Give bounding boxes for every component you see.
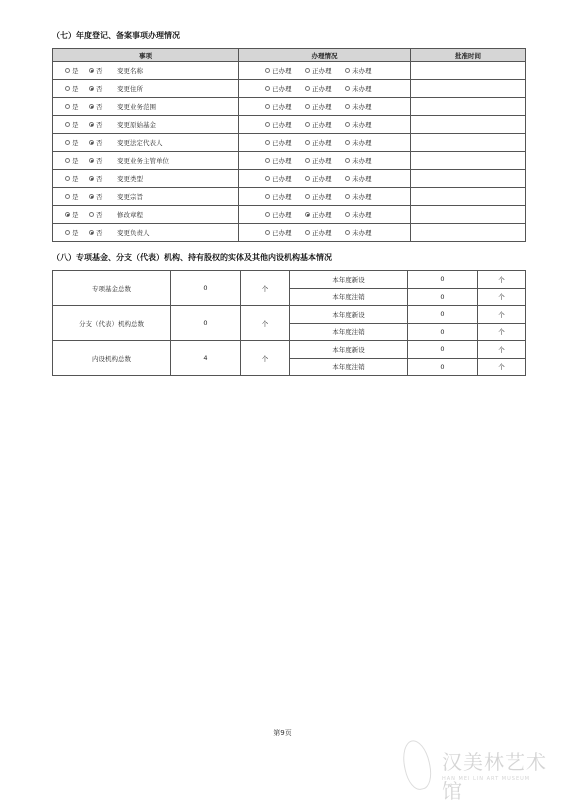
approval-time-cell [411, 62, 526, 80]
no-label: 否 [96, 175, 103, 184]
registration-row [53, 188, 526, 206]
status-label: 未办理 [352, 157, 372, 165]
status-label: 已办理 [272, 211, 292, 219]
watermark-logo: 汉美林艺术馆 HAN MEI LIN ART MUSEUM [404, 738, 558, 794]
no-label: 否 [96, 121, 103, 130]
institution-table [52, 270, 526, 376]
unit-label: 个 [478, 288, 526, 306]
status-cell [239, 134, 411, 152]
status-cell [239, 80, 411, 98]
group-total: 4 [171, 341, 241, 376]
registration-item-cell [53, 98, 239, 116]
registration-item-cell [53, 224, 239, 242]
subrow-value: 0 [408, 358, 478, 376]
no-radio[interactable] [89, 230, 94, 235]
status-radio[interactable] [265, 86, 270, 91]
registration-row [53, 98, 526, 116]
status-radio[interactable] [345, 230, 350, 235]
unit-label: 个 [478, 323, 526, 341]
status-cell [239, 224, 411, 242]
unit-label: 个 [478, 341, 526, 359]
item-label: 变更法定代表人 [117, 138, 163, 147]
unit-label: 个 [241, 341, 290, 376]
status-radio[interactable] [265, 104, 270, 109]
status-radio[interactable] [265, 194, 270, 199]
status-label: 未办理 [352, 103, 372, 111]
registration-row [53, 152, 526, 170]
no-radio[interactable] [89, 104, 94, 109]
status-radio[interactable] [265, 140, 270, 145]
unit-label: 个 [241, 271, 290, 306]
status-label: 已办理 [272, 175, 292, 183]
item-label: 变更宗旨 [117, 192, 143, 201]
status-radio[interactable] [345, 158, 350, 163]
status-label: 已办理 [272, 157, 292, 165]
subrow-value: 0 [408, 306, 478, 324]
status-label: 未办理 [352, 121, 372, 129]
no-radio[interactable] [89, 212, 94, 217]
unit-label: 个 [478, 271, 526, 289]
yes-label: 是 [72, 157, 79, 166]
unit-label: 个 [478, 306, 526, 324]
status-label: 未办理 [352, 229, 372, 237]
item-label: 变更名称 [117, 66, 143, 75]
status-radio[interactable] [265, 68, 270, 73]
registration-item-cell [53, 152, 239, 170]
status-radio[interactable] [265, 230, 270, 235]
unit-label: 个 [241, 306, 290, 341]
item-label: 修改章程 [117, 210, 143, 219]
status-cell [239, 62, 411, 80]
yes-label: 是 [72, 67, 79, 76]
no-radio[interactable] [89, 176, 94, 181]
subrow-value: 0 [408, 271, 478, 289]
yes-radio[interactable] [65, 140, 70, 145]
status-label: 正办理 [312, 175, 332, 183]
yes-label: 是 [72, 229, 79, 238]
group-total: 0 [171, 271, 241, 306]
no-label: 否 [96, 229, 103, 238]
registration-table-header [53, 49, 526, 62]
status-radio[interactable] [345, 140, 350, 145]
item-label: 变更业务主管单位 [117, 156, 169, 165]
institution-row [53, 271, 526, 289]
approval-time-cell [411, 116, 526, 134]
status-label: 已办理 [272, 229, 292, 237]
item-label: 变更业务范围 [117, 102, 156, 111]
item-label: 变更原始基金 [117, 120, 156, 129]
subrow-label: 本年度注销 [290, 288, 408, 306]
institution-row [53, 341, 526, 359]
status-radio[interactable] [265, 122, 270, 127]
yes-radio[interactable] [65, 68, 70, 73]
group-total: 0 [171, 306, 241, 341]
no-label: 否 [96, 157, 103, 166]
yes-radio[interactable] [65, 86, 70, 91]
status-radio[interactable] [345, 212, 350, 217]
subrow-label: 本年度新设 [290, 306, 408, 324]
item-label: 变更负责人 [117, 228, 150, 237]
status-label: 正办理 [312, 229, 332, 237]
status-radio[interactable] [345, 104, 350, 109]
status-label: 正办理 [312, 157, 332, 165]
status-cell [239, 116, 411, 134]
status-label: 未办理 [352, 67, 372, 75]
registration-table [52, 48, 526, 242]
approval-time-cell [411, 98, 526, 116]
no-radio[interactable] [89, 122, 94, 127]
registration-row [53, 80, 526, 98]
status-label: 正办理 [312, 103, 332, 111]
status-radio[interactable] [305, 212, 310, 217]
status-radio[interactable] [305, 158, 310, 163]
yes-radio[interactable] [65, 158, 70, 163]
registration-row [53, 206, 526, 224]
item-label: 变更住所 [117, 84, 143, 93]
yes-label: 是 [72, 211, 79, 220]
header-item: 事项 [53, 49, 239, 62]
subrow-value: 0 [408, 323, 478, 341]
no-radio[interactable] [89, 68, 94, 73]
registration-item-cell [53, 170, 239, 188]
status-label: 已办理 [272, 67, 292, 75]
yes-label: 是 [72, 175, 79, 184]
no-radio[interactable] [89, 140, 94, 145]
status-radio[interactable] [305, 104, 310, 109]
status-radio[interactable] [265, 176, 270, 181]
section7-title: （七）年度登记、备案事项办理情况 [52, 31, 180, 40]
approval-time-cell [411, 152, 526, 170]
status-radio[interactable] [305, 176, 310, 181]
yes-radio[interactable] [65, 194, 70, 199]
yes-label: 是 [72, 139, 79, 148]
status-radio[interactable] [345, 176, 350, 181]
page-number: 第9页 [273, 729, 292, 737]
status-label: 正办理 [312, 211, 332, 219]
status-radio[interactable] [345, 86, 350, 91]
group-label: 分支（代表）机构总数 [53, 306, 171, 341]
no-label: 否 [96, 85, 103, 94]
subrow-value: 0 [408, 288, 478, 306]
status-label: 正办理 [312, 67, 332, 75]
yes-radio[interactable] [65, 212, 70, 217]
no-label: 否 [96, 103, 103, 112]
status-label: 未办理 [352, 175, 372, 183]
yes-label: 是 [72, 193, 79, 202]
status-label: 未办理 [352, 85, 372, 93]
status-radio[interactable] [305, 122, 310, 127]
subrow-label: 本年度注销 [290, 358, 408, 376]
header-status: 办理情况 [239, 49, 411, 62]
status-cell [239, 170, 411, 188]
status-label: 未办理 [352, 211, 372, 219]
status-label: 未办理 [352, 193, 372, 201]
subrow-value: 0 [408, 341, 478, 359]
subrow-label: 本年度新设 [290, 271, 408, 289]
registration-row [53, 170, 526, 188]
status-radio[interactable] [305, 230, 310, 235]
unit-label: 个 [478, 358, 526, 376]
status-radio[interactable] [305, 68, 310, 73]
group-label: 内设机构总数 [53, 341, 171, 376]
status-label: 正办理 [312, 121, 332, 129]
status-label: 已办理 [272, 139, 292, 147]
status-label: 已办理 [272, 85, 292, 93]
registration-row [53, 134, 526, 152]
section8-title: （八）专项基金、分支（代表）机构、持有股权的实体及其他内设机构基本情况 [52, 253, 332, 262]
status-label: 已办理 [272, 193, 292, 201]
subrow-label: 本年度新设 [290, 341, 408, 359]
item-label: 变更类型 [117, 174, 143, 183]
approval-time-cell [411, 170, 526, 188]
status-radio[interactable] [265, 212, 270, 217]
status-radio[interactable] [265, 158, 270, 163]
registration-item-cell [53, 206, 239, 224]
no-radio[interactable] [89, 158, 94, 163]
status-label: 正办理 [312, 85, 332, 93]
no-radio[interactable] [89, 86, 94, 91]
registration-row [53, 224, 526, 242]
yes-label: 是 [72, 103, 79, 112]
no-label: 否 [96, 67, 103, 76]
no-label: 否 [96, 193, 103, 202]
status-radio[interactable] [345, 122, 350, 127]
yes-radio[interactable] [65, 122, 70, 127]
approval-time-cell [411, 134, 526, 152]
registration-item-cell [53, 80, 239, 98]
registration-row [53, 116, 526, 134]
no-radio[interactable] [89, 194, 94, 199]
status-cell [239, 152, 411, 170]
status-cell [239, 188, 411, 206]
approval-time-cell [411, 206, 526, 224]
yes-radio[interactable] [65, 230, 70, 235]
no-label: 否 [96, 211, 103, 220]
status-label: 正办理 [312, 193, 332, 201]
institution-row [53, 306, 526, 324]
status-label: 正办理 [312, 139, 332, 147]
status-radio[interactable] [305, 194, 310, 199]
status-radio[interactable] [345, 194, 350, 199]
approval-time-cell [411, 80, 526, 98]
status-cell [239, 206, 411, 224]
status-label: 未办理 [352, 139, 372, 147]
yes-label: 是 [72, 121, 79, 130]
registration-item-cell [53, 62, 239, 80]
registration-item-cell [53, 134, 239, 152]
subrow-label: 本年度注销 [290, 323, 408, 341]
status-cell [239, 98, 411, 116]
header-approval-time: 批准时间 [411, 49, 526, 62]
approval-time-cell [411, 188, 526, 206]
approval-time-cell [411, 224, 526, 242]
status-radio[interactable] [345, 68, 350, 73]
status-radio[interactable] [305, 86, 310, 91]
registration-item-cell [53, 116, 239, 134]
registration-item-cell [53, 188, 239, 206]
group-label: 专项基金总数 [53, 271, 171, 306]
status-label: 已办理 [272, 103, 292, 111]
status-label: 已办理 [272, 121, 292, 129]
registration-row [53, 62, 526, 80]
yes-label: 是 [72, 85, 79, 94]
yes-radio[interactable] [65, 176, 70, 181]
yes-radio[interactable] [65, 104, 70, 109]
no-label: 否 [96, 139, 103, 148]
status-radio[interactable] [305, 140, 310, 145]
